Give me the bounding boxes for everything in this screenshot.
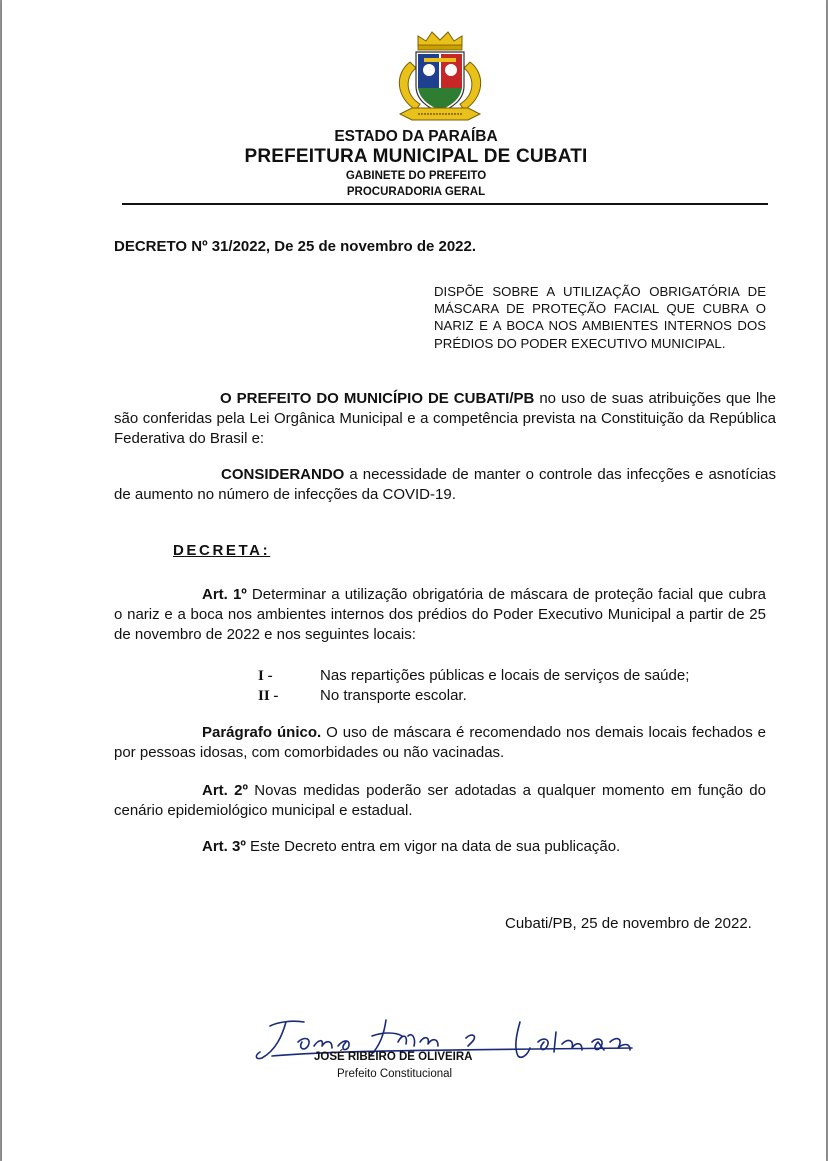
article-3 xyxy=(202,837,620,857)
article-2 xyxy=(114,781,766,821)
decree-title: DECRETO Nº 31/2022, De 25 de novembro de 2022. xyxy=(114,238,477,255)
item-numeral: I - xyxy=(258,668,273,684)
article-2-label: Art. 2º xyxy=(202,782,248,799)
sole-paragraph-label: Parágrafo único. xyxy=(202,724,322,741)
list-item xyxy=(258,686,689,706)
article-1 xyxy=(114,585,766,645)
document-page xyxy=(2,0,826,1161)
article-3-label: Art. 3º xyxy=(202,838,246,855)
article-2-text: Novas medidas poderão ser adotadas a qualquer momento em função do cenário epidemiológico municipal e estadual. xyxy=(114,782,766,819)
coat-of-arms-icon xyxy=(388,28,492,124)
list-item xyxy=(258,666,689,686)
article-1-items xyxy=(258,666,689,706)
sole-paragraph-text: O uso de máscara é recomendado nos demais locais fechados e por pessoas idosas, com comorbidades ou não vacinadas. xyxy=(114,724,766,761)
article-1-label: Art. 1º xyxy=(202,586,247,603)
signatory-role: Prefeito Constitucional xyxy=(337,1068,453,1080)
considerando-bold: CONSIDERANDO xyxy=(221,466,345,483)
decree-preamble xyxy=(114,389,776,449)
place-and-date: Cubati/PB, 25 de novembro de 2022. xyxy=(505,915,752,932)
signatory-name: JOSÉ RIBEIRO DE OLIVEIRA xyxy=(314,1051,473,1063)
decree-considerando xyxy=(114,465,776,505)
decreta-heading: DECRETA: xyxy=(173,542,271,559)
considerando-text: a necessidade de manter o controle das infecções e asnotícias de aumento no número de infecções da COVID-19. xyxy=(114,466,776,503)
header-divider xyxy=(122,203,768,205)
decree-ementa: DISPÕE SOBRE A UTILIZAÇÃO OBRIGATÓRIA DE MÁSCARA DE PROTEÇÃO FACIAL QUE CUBRA O NARIZ E A BOCA NOS AMBIENTES INTERNOS DOS PRÉDIOS DO PODER EXECUTIVO MUNICIPAL. xyxy=(434,284,766,351)
header-prefecture: PREFEITURA MUNICIPAL DE CUBATI xyxy=(244,146,588,167)
header-cabinet: GABINETE DO PREFEITO xyxy=(345,170,487,182)
item-numeral: II - xyxy=(258,688,279,704)
header-state: ESTADO DA PARAÍBA xyxy=(334,128,498,145)
article-1-text: Determinar a utilização obrigatória de máscara de proteção facial que cubra o nariz e a boca nos ambientes internos dos prédios do Poder Executivo Municipal a partir de 25 de novembro de 2022 e nos seguintes locais: xyxy=(114,586,767,643)
preamble-text: no uso de suas atribuições que lhe são conferidas pela Lei Orgânica Municipal e a competência prevista na Constituição da República Federativa do Brasil e: xyxy=(114,390,776,447)
item-text: No transporte escolar. xyxy=(320,687,467,704)
handwritten-signature xyxy=(252,1012,644,1072)
sole-paragraph xyxy=(114,723,766,763)
item-text: Nas repartições públicas e locais de serviços de saúde; xyxy=(320,667,690,684)
article-3-text: Este Decreto entra em vigor na data de sua publicação. xyxy=(245,838,621,855)
header-attorney: PROCURADORIA GERAL xyxy=(346,186,486,198)
preamble-bold: O PREFEITO DO MUNICÍPIO DE CUBATI/PB xyxy=(220,390,535,407)
